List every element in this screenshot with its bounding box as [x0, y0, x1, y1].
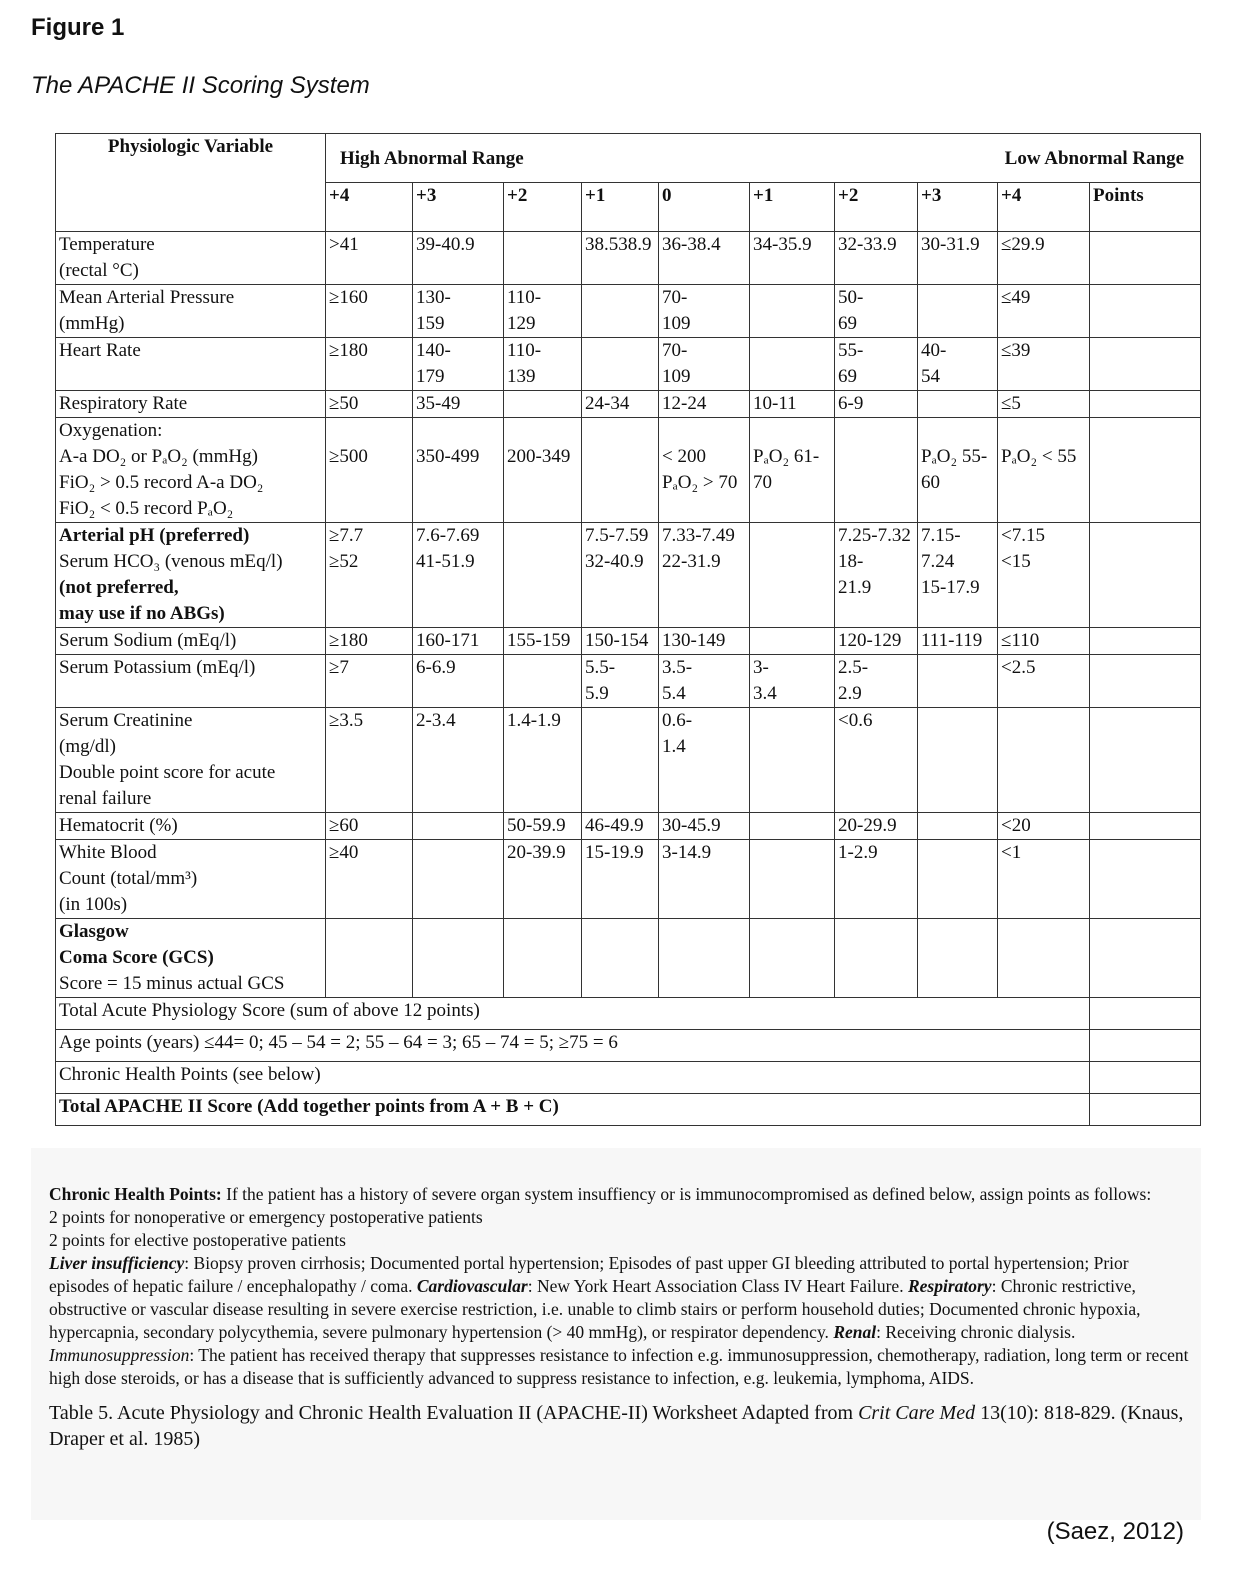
table-cell: [504, 655, 582, 708]
table-cell: PₐO₂ < 55: [998, 418, 1090, 523]
table-cell: [918, 285, 998, 338]
conditions-paragraph: Liver insufficiency: Biopsy proven cirrhosis; Documented portal hypertension; Episodes of past upper GI bleeding attributed to portal hypertension; Prior episodes of hepatic failure / encephalopathy / coma. Cardiovascular: New York Heart Association Class IV Heart Failure. Respiratory: Chronic restrictive, obstructive or vascular disease resulting in severe exercise restriction, i.e. unable to climb stairs or perform household duties; Documented chronic hypoxia, hypercapnia, secondary polycythemia, severe pulmonary hypertension (> 40 mmHg), or respirator dependency. Renal: Receiving chronic dialysis. Immunosuppression: The patient has received therapy that suppresses resistance to infection e.g. immunosuppression, chemotherapy, radiation, long term or recent high dose steroids, or has a disease that is sufficiently advanced to suppress resistance to infection, e.g. leukemia, lymphoma, AIDS.: [49, 1253, 1189, 1388]
col-header: 0: [659, 183, 750, 232]
table-cell: [413, 919, 504, 998]
table-cell: >41: [326, 232, 413, 285]
total-aps-label: Total Acute Physiology Score (sum of above 12 points): [56, 998, 1090, 1030]
table-cell: [326, 919, 413, 998]
col-header: +2: [504, 183, 582, 232]
table-cell: <20: [998, 813, 1090, 840]
table-cell: 36-38.4: [659, 232, 750, 285]
table-cell: 46-49.9: [582, 813, 659, 840]
table-cell: 15-19.9: [582, 840, 659, 919]
row-label-hematocrit: Hematocrit (%): [56, 813, 326, 840]
table-cell: ≤110: [998, 628, 1090, 655]
points-cell[interactable]: [1090, 285, 1201, 338]
table-cell: [750, 813, 835, 840]
row-label-arterial-ph: Arterial pH (preferred) Serum HCO₃ (venous mEq/l) (not preferred, may use if no ABGs): [56, 523, 326, 628]
table-cell: 30-45.9: [659, 813, 750, 840]
col-header: +4: [326, 183, 413, 232]
row-label-heart-rate: Heart Rate: [56, 338, 326, 391]
table-cell: 1-2.9: [835, 840, 918, 919]
table-row: [56, 708, 1201, 813]
table-cell: [504, 523, 582, 628]
table-cell: 0.6- 1.4: [659, 708, 750, 813]
chronic-points-row: [56, 1062, 1201, 1094]
table-cell: 40- 54: [918, 338, 998, 391]
table-cell: 111-119: [918, 628, 998, 655]
table-cell: [582, 285, 659, 338]
table-cell: 32-33.9: [835, 232, 918, 285]
table-cell: [582, 708, 659, 813]
table-cell: 3- 3.4: [750, 655, 835, 708]
table-row: [56, 919, 1201, 998]
table-cell: [504, 391, 582, 418]
table-cell: [659, 919, 750, 998]
table-cell: 10-11: [750, 391, 835, 418]
table-cell: ≥3.5: [326, 708, 413, 813]
table-cell: [750, 523, 835, 628]
table-cell: ≥180: [326, 628, 413, 655]
chp-paragraph: Chronic Health Points: If the patient has a history of severe organ system insuffiency or is immunocompromised as defined below, assign points as follows:: [49, 1184, 1152, 1204]
table-row: [56, 655, 1201, 708]
table-cell: [413, 840, 504, 919]
row-label-respiratory-rate: Respiratory Rate: [56, 391, 326, 418]
low-range-label: Low Abnormal Range: [1004, 148, 1185, 169]
table-cell: [918, 655, 998, 708]
apache-table: [55, 133, 1201, 1126]
table-cell: 350-499: [413, 418, 504, 523]
table-cell: 55- 69: [835, 338, 918, 391]
points-cell[interactable]: [1090, 655, 1201, 708]
table-cell: ≤39: [998, 338, 1090, 391]
var-header: Physiologic Variable: [56, 134, 326, 232]
table-cell: PₐO₂ 61- 70: [750, 418, 835, 523]
chp-line-2: 2 points for elective postoperative patients: [49, 1230, 346, 1250]
table-cell: [835, 919, 918, 998]
table-cell: ≥180: [326, 338, 413, 391]
figure-citation: (Saez, 2012): [1046, 1518, 1184, 1545]
table-cell: [918, 813, 998, 840]
table-cell: 7.25-7.32 18- 21.9: [835, 523, 918, 628]
table-cell: 24-34: [582, 391, 659, 418]
table-row: [56, 813, 1201, 840]
chronic-points-label: Chronic Health Points (see below): [56, 1062, 1090, 1094]
table-row: [56, 523, 1201, 628]
table-cell: [504, 232, 582, 285]
table-cell: 5.5- 5.9: [582, 655, 659, 708]
table-cell: 6-9: [835, 391, 918, 418]
table-cell: [835, 418, 918, 523]
table-cell: 1.4-1.9: [504, 708, 582, 813]
table-cell: [918, 708, 998, 813]
table-cell: 30-31.9: [918, 232, 998, 285]
table-row: [56, 391, 1201, 418]
row-label-temperature: Temperature (rectal °C): [56, 232, 326, 285]
age-points-label: Age points (years) ≤44= 0; 45 – 54 = 2; 55 – 64 = 3; 65 – 74 = 5; ≥75 = 6: [56, 1030, 1090, 1062]
table-caption: Table 5. Acute Physiology and Chronic Health Evaluation II (APACHE-II) Worksheet Adapted from Crit Care Med 13(10): 818-829. (Knaus, Draper et al. 1985): [49, 1402, 1184, 1450]
col-header: +2: [835, 183, 918, 232]
figure-title: The APACHE II Scoring System: [31, 72, 370, 99]
row-label-serum-creatinine: Serum Creatinine (mg/dl) Double point score for acute renal failure: [56, 708, 326, 813]
row-label-gcs: Glasgow Coma Score (GCS) Score = 15 minus actual GCS: [56, 919, 326, 998]
table-cell: 7.6-7.69 41-51.9: [413, 523, 504, 628]
table-cell: <0.6: [835, 708, 918, 813]
table-cell: [998, 708, 1090, 813]
figure-label: Figure 1: [31, 14, 125, 41]
table-cell: 7.15- 7.24 15-17.9: [918, 523, 998, 628]
col-header: +3: [918, 183, 998, 232]
col-header: +3: [413, 183, 504, 232]
age-points-row: [56, 1030, 1201, 1062]
row-label-white-blood-count: White Blood Count (total/mm³) (in 100s): [56, 840, 326, 919]
table-cell: 34-35.9: [750, 232, 835, 285]
col-header: +1: [750, 183, 835, 232]
table-cell: [750, 840, 835, 919]
table-row: [56, 338, 1201, 391]
points-cell[interactable]: [1090, 338, 1201, 391]
apache-table-wrapper: [55, 133, 1200, 1126]
table-cell: 39-40.9: [413, 232, 504, 285]
header-range-row: [56, 134, 1201, 183]
table-cell: <7.15 <15: [998, 523, 1090, 628]
table-cell: [582, 338, 659, 391]
points-cell[interactable]: [1090, 391, 1201, 418]
table-cell: 2.5- 2.9: [835, 655, 918, 708]
table-cell: [998, 919, 1090, 998]
table-cell: 150-154: [582, 628, 659, 655]
table-cell: [413, 813, 504, 840]
range-header: [326, 134, 1201, 183]
table-cell: 6-6.9: [413, 655, 504, 708]
table-cell: ≤49: [998, 285, 1090, 338]
table-cell: 7.33-7.49 22-31.9: [659, 523, 750, 628]
chp-line-1: 2 points for nonoperative or emergency postoperative patients: [49, 1207, 483, 1227]
points-cell[interactable]: [1090, 813, 1201, 840]
table-row: [56, 840, 1201, 919]
col-header: +4: [998, 183, 1090, 232]
table-cell: 50- 69: [835, 285, 918, 338]
table-cell: PₐO₂ 55- 60: [918, 418, 998, 523]
table-cell: 130-149: [659, 628, 750, 655]
points-cell[interactable]: [1090, 523, 1201, 628]
high-range-label: High Abnormal Range: [340, 148, 524, 169]
table-cell: ≥160: [326, 285, 413, 338]
table-cell: 3-14.9: [659, 840, 750, 919]
table-cell: [750, 338, 835, 391]
table-cell: 35-49: [413, 391, 504, 418]
table-cell: 50-59.9: [504, 813, 582, 840]
table-cell: <2.5: [998, 655, 1090, 708]
table-cell: 120-129: [835, 628, 918, 655]
table-cell: [750, 708, 835, 813]
table-row: [56, 285, 1201, 338]
table-cell: 3.5- 5.4: [659, 655, 750, 708]
points-cell[interactable]: [1090, 1062, 1201, 1094]
table-cell: 155-159: [504, 628, 582, 655]
table-cell: ≤5: [998, 391, 1090, 418]
table-cell: 2-3.4: [413, 708, 504, 813]
table-cell: [918, 840, 998, 919]
table-cell: 110- 139: [504, 338, 582, 391]
points-cell[interactable]: [1090, 998, 1201, 1030]
points-cell[interactable]: [1090, 1094, 1201, 1126]
table-cell: <1: [998, 840, 1090, 919]
col-header: +1: [582, 183, 659, 232]
col-header-points: Points: [1090, 183, 1201, 232]
table-cell: [582, 919, 659, 998]
table-cell: 140- 179: [413, 338, 504, 391]
table-cell: [750, 919, 835, 998]
table-cell: [750, 285, 835, 338]
total-apache-label: Total APACHE II Score (Add together points from A + B + C): [56, 1094, 1090, 1126]
table-row: [56, 232, 1201, 285]
table-cell: < 200 PₐO₂ > 70: [659, 418, 750, 523]
points-cell[interactable]: [1090, 708, 1201, 813]
row-label-serum-potassium: Serum Potassium (mEq/l): [56, 655, 326, 708]
table-cell: [504, 919, 582, 998]
table-cell: 110- 129: [504, 285, 582, 338]
table-cell: ≥40: [326, 840, 413, 919]
table-cell: ≥60: [326, 813, 413, 840]
table-cell: ≤29.9: [998, 232, 1090, 285]
row-label-map: Mean Arterial Pressure (mmHg): [56, 285, 326, 338]
table-cell: [750, 628, 835, 655]
table-cell: 20-29.9: [835, 813, 918, 840]
table-cell: ≥7: [326, 655, 413, 708]
table-cell: ≥7.7 ≥52: [326, 523, 413, 628]
total-apache-row: [56, 1094, 1201, 1126]
table-cell: 12-24: [659, 391, 750, 418]
table-cell: 160-171: [413, 628, 504, 655]
table-cell: 130- 159: [413, 285, 504, 338]
table-cell: 200-349: [504, 418, 582, 523]
table-cell: [582, 418, 659, 523]
points-cell[interactable]: [1090, 628, 1201, 655]
table-cell: ≥500: [326, 418, 413, 523]
row-label-oxygenation: Oxygenation: A-a DO₂ or PₐO₂ (mmHg) FiO₂ > 0.5 record A-a DO₂ FiO₂ < 0.5 record PₐO₂: [56, 418, 326, 523]
table-cell: 20-39.9: [504, 840, 582, 919]
points-cell[interactable]: [1090, 919, 1201, 998]
table-cell: ≥50: [326, 391, 413, 418]
points-cell[interactable]: [1090, 232, 1201, 285]
table-cell: 70- 109: [659, 338, 750, 391]
points-cell[interactable]: [1090, 418, 1201, 523]
table-row: [56, 418, 1201, 523]
table-cell: 7.5-7.59 32-40.9: [582, 523, 659, 628]
table-cell: 38.538.9: [582, 232, 659, 285]
chronic-health-notes: [31, 1148, 1201, 1520]
points-cell[interactable]: [1090, 1030, 1201, 1062]
table-cell: [918, 919, 998, 998]
total-aps-row: [56, 998, 1201, 1030]
row-label-serum-sodium: Serum Sodium (mEq/l): [56, 628, 326, 655]
table-cell: [918, 391, 998, 418]
points-cell[interactable]: [1090, 840, 1201, 919]
table-row: [56, 628, 1201, 655]
table-cell: 70- 109: [659, 285, 750, 338]
